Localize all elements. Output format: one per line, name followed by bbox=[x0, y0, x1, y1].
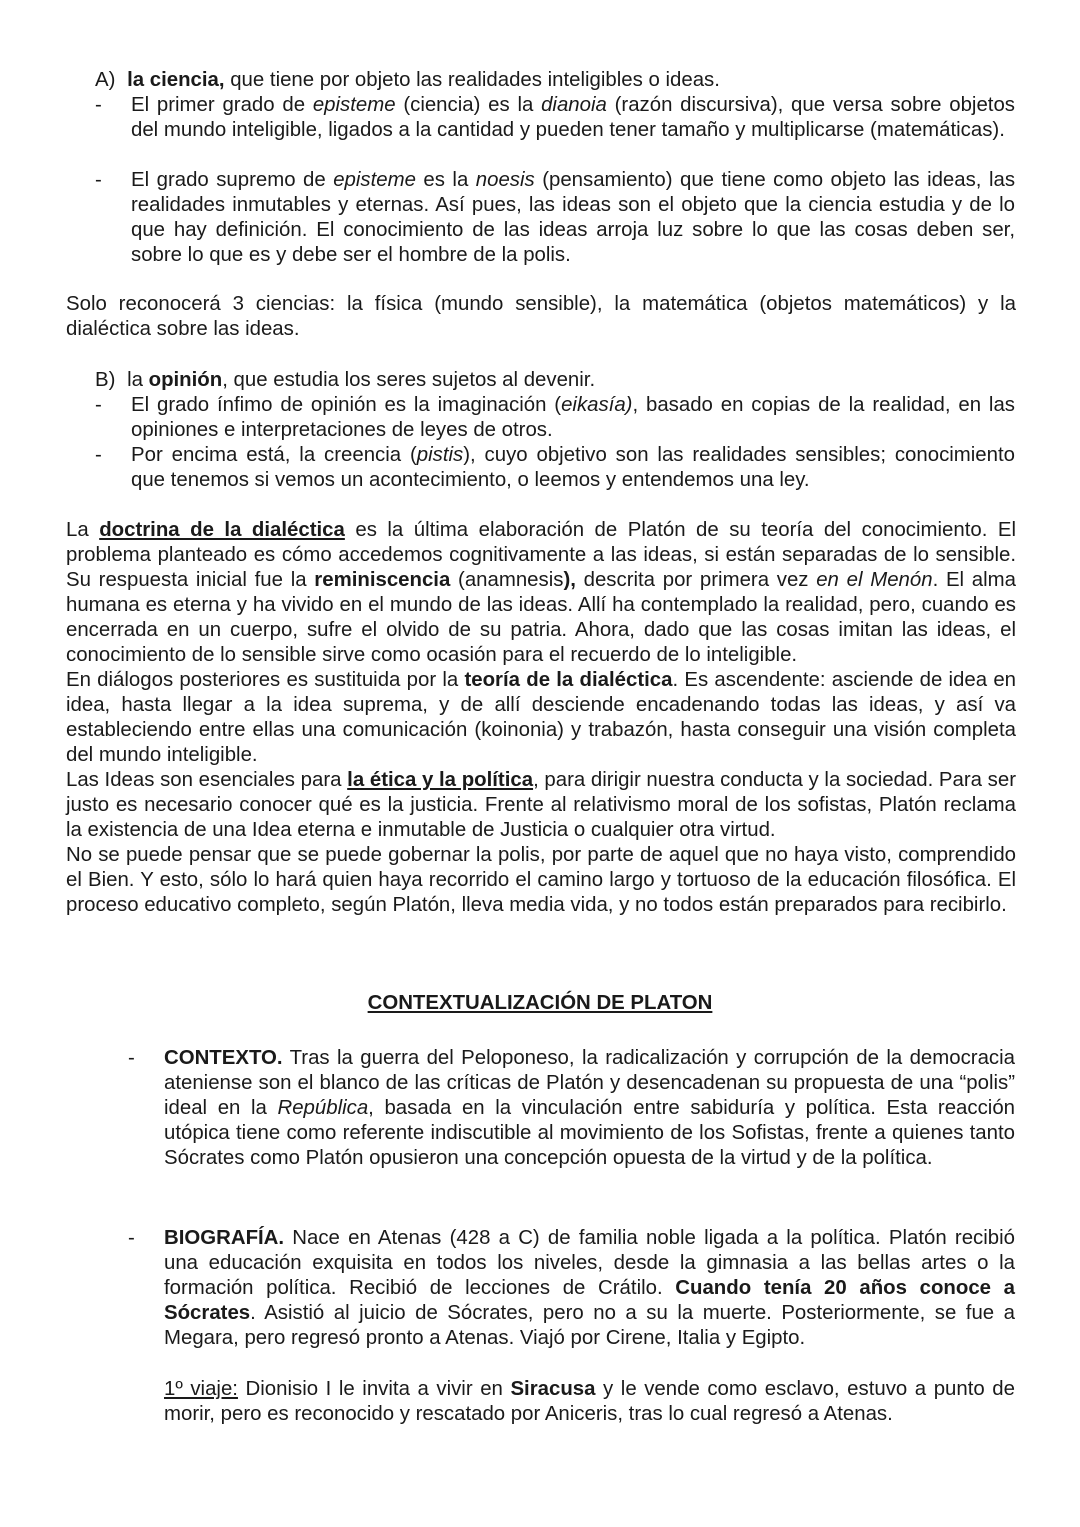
science-item-text: El primer grado de episteme (ciencia) es la dianoia (razón discursiva), que versa sobre objetos del mundo inteligible, ligados a la cantidad y pueden tener tamaño y multiplicarse (matemáticas). bbox=[131, 94, 1015, 141]
opinion-lead-text: , que estudia los seres sujetos al devenir. bbox=[222, 369, 596, 391]
science-term: la ciencia, bbox=[127, 69, 225, 91]
science-heading bbox=[95, 68, 1025, 93]
sciences-note-text: Solo reconocerá 3 ciencias: la física (mundo sensible), la matemática (objetos matemáticos) y la dialéctica sobre las ideas. bbox=[66, 293, 1016, 340]
section-heading: CONTEXTUALIZACIÓN DE PLATON bbox=[367, 992, 713, 1014]
biography-text: BIOGRAFÍA. Nace en Atenas (428 a C) de familia noble ligada a la política. Platón recibió una educación exquisita en todos los niveles, desde la gimnasia a las bellas artes o la formación política. Recibió de lecciones de Crátilo. Cuando tenía 20 años conoce a Sócrates. Asistió al juicio de Sócrates, pero no a su la muerte. Posteriormente, se fue a Megara, pero regresó pronto a Atenas. Viajó por Cirene, Italia y Egipto. bbox=[164, 1227, 1015, 1349]
list-item bbox=[128, 1226, 1015, 1351]
context-text: CONTEXTO. Tras la guerra del Peloponeso, la radicalización y corrupción de la democracia ateniense son el blanco de las críticas de Platón y desencadenan su propuesta de una “polis” ideal en la República, basada en la vinculación entre sabiduría y política. Esta reacción utópica tiene como referente indiscutible al movimiento de los Sofistas, frente a quienes tanto Sócrates como Platón opusieron una concepción opuesta de la virtud y de la política. bbox=[164, 1047, 1015, 1169]
dash-bullet: - bbox=[128, 1047, 135, 1069]
paragraph: En diálogos posteriores es sustituida por la teoría de la dialéctica. Es ascendente: asciende de idea en idea, hasta llegar a la idea suprema, y de allí desciende encadenando todas las ideas, y así va estableciendo entre ellas una comunicación (koinonia) y trabazón, hasta conseguir una visión completa del mundo inteligible. bbox=[66, 669, 1016, 766]
list-item bbox=[95, 443, 1015, 493]
paragraph bbox=[66, 292, 1016, 342]
trip-paragraph bbox=[164, 1377, 1015, 1427]
paragraph: 1º viaje: Dionisio I le invita a vivir en Siracusa y le vende como esclavo, estuvo a punto de morir, pero es reconocido y rescatado por Aniceris, tras lo cual regresó a Atenas. bbox=[164, 1378, 1015, 1425]
dash-bullet: - bbox=[95, 169, 102, 191]
science-lead-text: que tiene por objeto las realidades inteligibles o ideas. bbox=[224, 69, 720, 91]
list-item bbox=[95, 168, 1015, 268]
list-item bbox=[95, 393, 1015, 443]
opinion-item-text: El grado ínfimo de opinión es la imaginación (eikasía), basado en copias de la realidad, en las opiniones e interpretaciones de leyes de otros. bbox=[131, 394, 1015, 441]
dialectic-section bbox=[66, 518, 1016, 918]
dash-bullet: - bbox=[128, 1227, 135, 1249]
opinion-heading: B) la opinión, que estudia los seres sujetos al devenir. bbox=[95, 369, 596, 391]
list-letter: B) bbox=[95, 369, 116, 391]
opinion-item-text: Por encima está, la creencia (pistis), cuyo objetivo son las realidades sensibles; conocimiento que tenemos si vemos un acontecimiento, o leemos y entendemos una ley. bbox=[131, 444, 1015, 491]
dash-bullet: - bbox=[95, 394, 102, 416]
dash-bullet: - bbox=[95, 444, 102, 466]
paragraph: No se puede pensar que se puede gobernar la polis, por parte de aquel que no haya visto, comprendido el Bien. Y esto, sólo lo hará quien haya recorrido el camino largo y tortuoso de la educación filosófica. El proceso educativo completo, según Platón, lleva media vida, y no todos están preparados para recibirlo. bbox=[66, 844, 1016, 916]
paragraph: Las Ideas son esenciales para la ética y la política, para dirigir nuestra conducta y la sociedad. Para ser justo es necesario conocer qué es la justicia. Frente al relativismo moral de los sofistas, Platón reclama la existencia de una Idea eterna e inmutable de Justicia o cualquier otra virtud. bbox=[66, 769, 1016, 841]
opinion-term: opinión bbox=[148, 369, 223, 391]
trip-label: 1º viaje: bbox=[164, 1378, 238, 1400]
list-item bbox=[128, 1046, 1015, 1171]
paragraph: La doctrina de la dialéctica es la última elaboración de Platón de su teoría del conocimiento. El problema planteado es cómo accedemos cognitivamente a las ideas, si están separadas de lo sensible. Su respuesta inicial fue la reminiscencia (anamnesis), descrita por primera vez en el Menón. El alma humana es eterna y ha vivido en el mundo de las ideas. Allí ha contemplado la realidad, pero, cuando es encerrada en un cuerpo, sufre el olvido de su patria. Ahora, dado que las cosas imitan las ideas, el conocimiento de lo sensible sirve como ocasión para el recuerdo de lo inteligible. bbox=[66, 519, 1016, 666]
list-letter: A) bbox=[95, 69, 116, 91]
science-item-text: El grado supremo de episteme es la noesis (pensamiento) que tiene como objeto las ideas, las realidades inmutables y eternas. Así pues, las ideas son el objeto que la ciencia estudia y de lo que hay definición. El conocimiento de las ideas arroja luz sobre lo que las cosas deben ser, sobre lo que es y debe ser el hombre de la polis. bbox=[131, 169, 1016, 266]
list-item bbox=[95, 93, 1015, 143]
dash-bullet: - bbox=[95, 94, 102, 116]
